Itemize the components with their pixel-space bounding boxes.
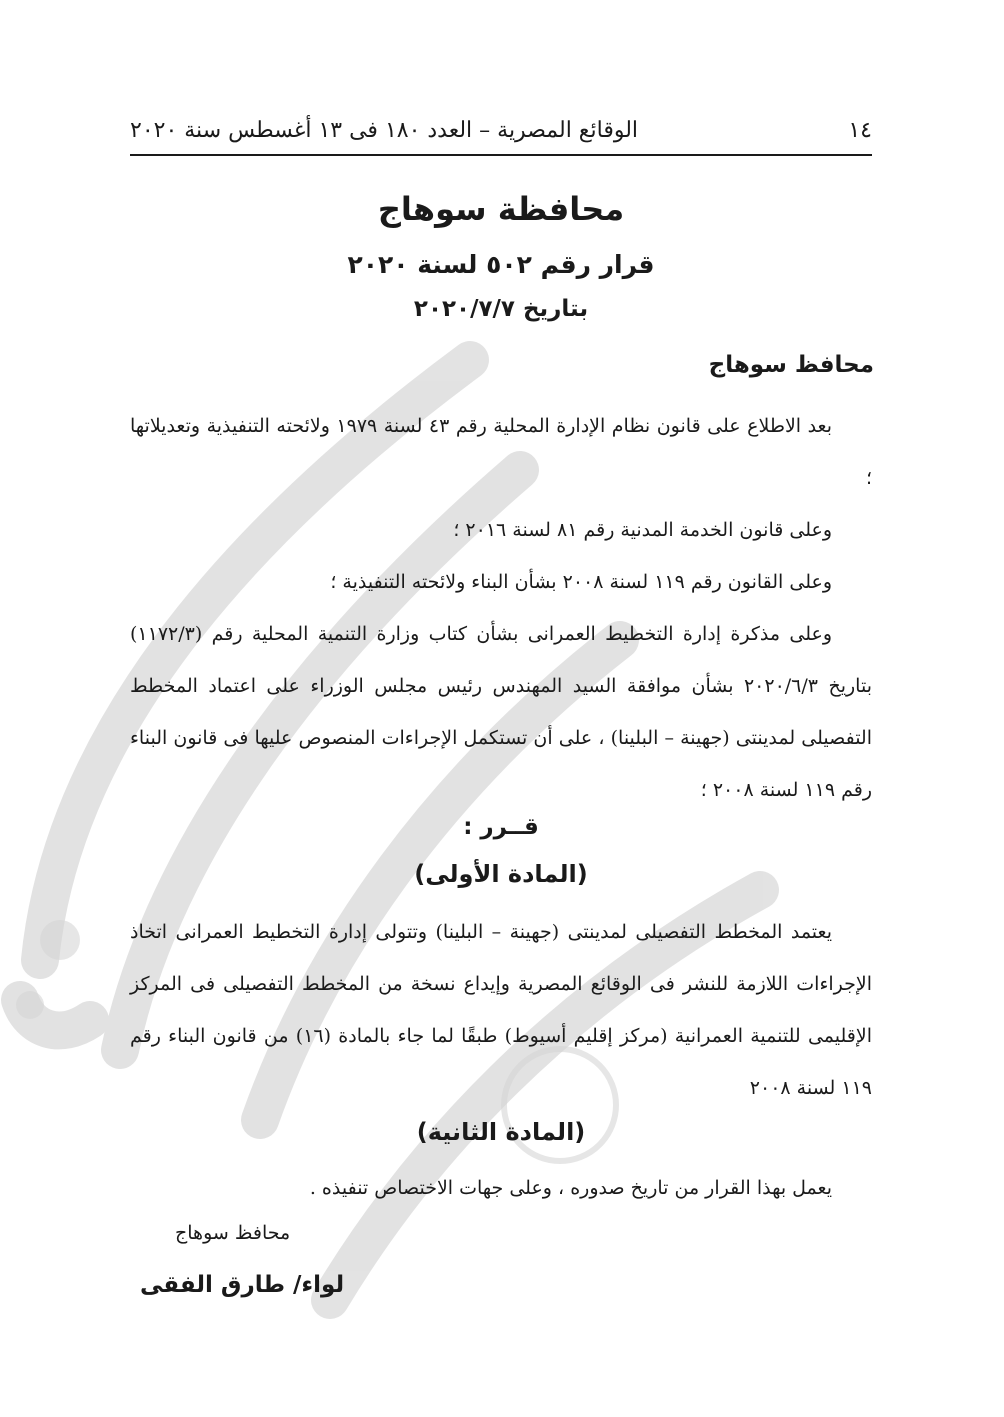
decides-heading: قــرر : <box>463 814 539 840</box>
page-number: ١٤ <box>848 117 872 143</box>
preamble-text-4: وعلى مذكرة إدارة التخطيط العمرانى بشأن كتاب وزارة التنمية المحلية رقم (١١٧٢/٣) بتاريخ ٢٠٢٠/٦/٣ بشأن موافقة السيد المهندس رئيس مجلس الوزراء على اعتماد المخطط التفصيلى لمدينتى (جهينة – البلينا) ، على أن تستكمل الإجراءات المنصوص عليها فى قانون البناء رقم ١١٩ لسنة ٢٠٠٨ ؛ <box>130 623 872 801</box>
running-title: الوقائع المصرية – العدد ١٨٠ فى ١٣ أغسطس سنة ٢٠٢٠ <box>130 117 639 143</box>
article-2-text <box>130 1162 872 1214</box>
preamble-paragraph-3 <box>130 556 872 608</box>
running-header <box>130 112 872 148</box>
preamble-text-3: وعلى القانون رقم ١١٩ لسنة ٢٠٠٨ بشأن البناء ولائحته التنفيذية ؛ <box>330 571 832 593</box>
decree-number: قرار رقم ٥٠٢ لسنة ٢٠٢٠ <box>347 250 655 279</box>
preamble-paragraph-1 <box>130 400 872 504</box>
preamble-paragraph-4 <box>130 608 872 816</box>
governorate-title: محافظة سوهاج <box>377 190 625 228</box>
issuer-label: محافظ سوهاج <box>708 352 874 378</box>
decree-date: بتاريخ ٢٠٢٠/٧/٧ <box>413 296 589 322</box>
preamble-text-2: وعلى قانون الخدمة المدنية رقم ٨١ لسنة ٢٠١٦ ؛ <box>453 519 832 541</box>
header-divider <box>130 154 872 156</box>
signature-name: لواء/ طارق الفقى <box>140 1272 345 1298</box>
article-1-text <box>130 906 872 1114</box>
article-2-heading: (المادة الثانية) <box>416 1118 586 1146</box>
signature-title: محافظ سوهاج <box>175 1222 291 1244</box>
preamble-text-1: بعد الاطلاع على قانون نظام الإدارة المحلية رقم ٤٣ لسنة ١٩٧٩ ولائحته التنفيذية وتعديلاتها ؛ <box>130 415 872 489</box>
article-1-heading: (المادة الأولى) <box>414 860 588 888</box>
preamble-paragraph-2 <box>130 504 872 556</box>
article-1-body: يعتمد المخطط التفصيلى لمدينتى (جهينة – البلينا) وتتولى إدارة التخطيط العمرانى اتخاذ الإجراءات اللازمة للنشر فى الوقائع المصرية وإيداع نسخة من المخطط التفصيلى فى المركز الإقليمى للتنمية العمرانية (مركز إقليم أسيوط) طبقًا لما جاء بالمادة (١٦) من قانون البناء رقم ١١٩ لسنة ٢٠٠٨ <box>130 921 872 1099</box>
article-2-body: يعمل بهذا القرار من تاريخ صدوره ، وعلى جهات الاختصاص تنفيذه . <box>309 1177 832 1199</box>
